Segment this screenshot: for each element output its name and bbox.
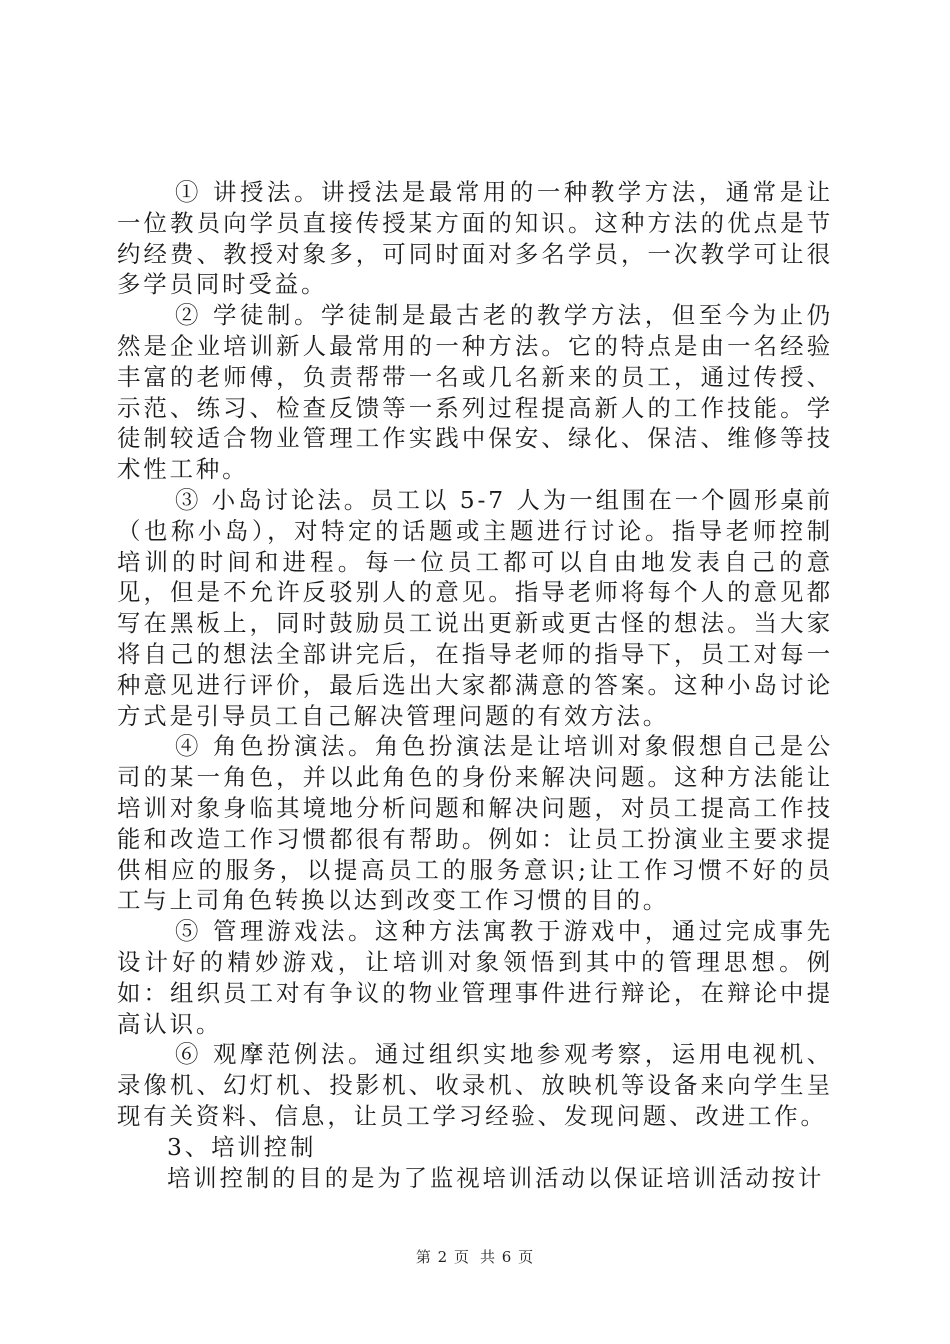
paragraph-observation-example: ⑥ 观摩范例法。通过组织实地参观考察，运用电视机、录像机、幻灯机、投影机、收录机、放映机等设备来向学生呈现有关资料、信息，让员工学习经验、发现问题、改进工作。	[117, 1040, 833, 1130]
paragraph-island-discussion: ③ 小岛讨论法。员工以 5-7 人为一组围在一个圆形桌前（也称小岛），对特定的话题或主题进行讨论。指导老师控制培训的时间和进程。每一位员工都可以自由地发表自己的意见，但是不允许反驳别人的意见。指导老师将每个人的意见都写在黑板上，同时鼓励员工说出更新或更古怪的想法。当大家将自己的想法全部讲完后，在指导老师的指导下，员工对每一种意见进行评价，最后选出大家都满意的答案。这种小岛讨论方式是引导员工自己解决管理问题的有效方法。	[117, 485, 833, 730]
paragraph-role-play: ④ 角色扮演法。角色扮演法是让培训对象假想自己是公司的某一角色，并以此角色的身份来解决问题。这种方法能让培训对象身临其境地分析问题和解决问题，对员工提高工作技能和改造工作习惯都很有帮助。例如：让员工扮演业主要求提供相应的服务，以提高员工的服务意识;让工作习惯不好的员工与上司角色转换以达到改变工作习惯的目的。	[117, 732, 833, 915]
page-number-total: 共 6 页	[480, 1248, 535, 1266]
section-heading-training-control: 3、培训控制	[167, 1132, 317, 1161]
page-footer	[0, 1246, 950, 1267]
paragraph-apprenticeship: ② 学徒制。学徒制是最古老的教学方法，但至今为止仍然是企业培训新人最常用的一种方法。它的特点是由一名经验丰富的老师傅，负责帮带一名或几名新来的员工，通过传授、示范、练习、检查反馈等一系列过程提高新人的工作技能。学徒制较适合物业管理工作实践中保安、绿化、保洁、维修等技术性工种。	[117, 301, 833, 484]
page-number-current: 第 2 页	[415, 1248, 470, 1266]
document-body	[117, 177, 833, 1193]
paragraph-management-game: ⑤ 管理游戏法。这种方法寓教于游戏中，通过完成事先设计好的精妙游戏，让培训对象领悟到其中的管理思想。例如：组织员工对有争议的物业管理事件进行辩论，在辩论中提高认识。	[117, 917, 833, 1038]
paragraph-lecture-method: ① 讲授法。讲授法是最常用的一种教学方法，通常是让一位教员向学员直接传授某方面的知识。这种方法的优点是节约经费、教授对象多，可同时面对多名学员，一次教学可让很多学员同时受益。	[117, 178, 833, 299]
paragraph-training-control-intro: 培训控制的目的是为了监视培训活动以保证培训活动按计	[167, 1163, 825, 1192]
